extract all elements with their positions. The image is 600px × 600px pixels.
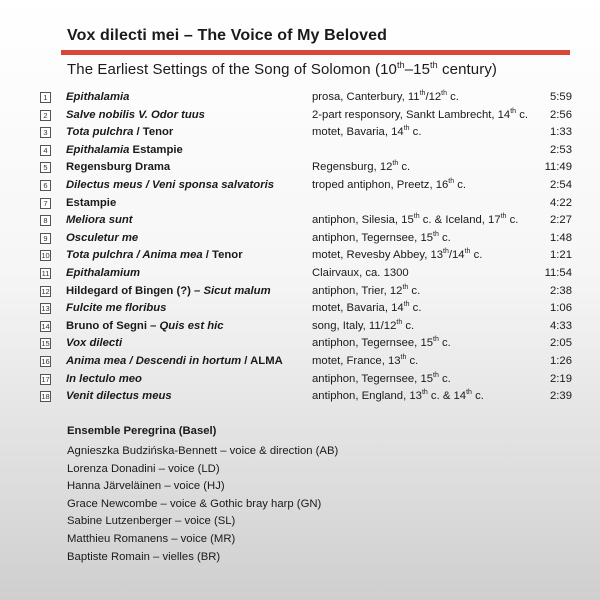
- track-title-part: Tota pulchra: [66, 126, 134, 139]
- track-title-part: / Tenor: [133, 126, 174, 139]
- track-description-sup: th: [403, 301, 410, 309]
- track-description-part: antiphon, Tegernsee, 15: [312, 231, 434, 244]
- track-description-sup: th: [396, 318, 403, 326]
- track-duration: 11:54: [544, 266, 572, 279]
- track-title-part: Estampie: [66, 196, 117, 209]
- track-description-sup: th: [421, 389, 428, 397]
- track-number: 3: [40, 127, 51, 138]
- track-number: 12: [41, 286, 50, 296]
- track-number: 13: [41, 304, 50, 314]
- track-number: 8: [40, 215, 51, 226]
- track-duration: 5:59: [550, 91, 572, 103]
- track-number: 5: [40, 162, 51, 173]
- track-number: 9: [40, 233, 51, 244]
- track-duration: 1:26: [550, 354, 572, 367]
- track-title-part: Bruno of Segni –: [66, 319, 160, 332]
- track-title: [66, 371, 142, 389]
- track-row: [40, 318, 580, 336]
- track-row: [40, 335, 580, 353]
- track-description: [312, 335, 451, 353]
- track-row: [40, 142, 580, 160]
- track-description-part: c.: [438, 231, 451, 244]
- performer-list: [67, 443, 338, 566]
- track-title: [66, 300, 166, 318]
- ensemble-name: Ensemble Peregrina (Basel): [67, 425, 217, 437]
- track-description-part: c.: [516, 108, 528, 121]
- track-title: [66, 353, 283, 371]
- track-description-part: c.: [438, 337, 451, 350]
- track-title-part: Salve nobilis V. Odor tuus: [66, 108, 205, 121]
- track-description-sup: th: [443, 248, 449, 256]
- track-title-part: Quis est hic: [159, 319, 224, 332]
- track-description-sup: th: [433, 371, 439, 379]
- track-duration: 11:49: [544, 161, 572, 174]
- track-description-part: c.: [506, 214, 519, 227]
- track-description: [312, 388, 484, 406]
- track-description-sup: th: [464, 248, 471, 256]
- subtitle-part: –15: [404, 61, 431, 78]
- track-duration: 2:19: [550, 372, 572, 385]
- track-title-part: Anima mea / Descendi in hortum: [66, 354, 242, 367]
- track-title-part: Fulcite me floribus: [66, 302, 167, 315]
- track-row: [40, 247, 580, 265]
- track-title: [66, 335, 122, 353]
- track-description-sup: th: [419, 90, 426, 98]
- track-title-part: Venit dilectus meus: [66, 390, 172, 403]
- track-description-part: /14: [448, 249, 465, 262]
- performer-credit: Grace Newcombe – voice & Gothic bray harp (GN): [67, 497, 322, 510]
- album-title: Vox dilecti mei – The Voice of My Beloved: [67, 27, 388, 44]
- track-description-sup: th: [441, 90, 447, 98]
- track-title-part: In lectulo meo: [66, 372, 142, 385]
- track-title: [66, 265, 140, 283]
- track-row: [40, 265, 580, 283]
- track-description: [312, 353, 418, 371]
- track-description-part: c.: [470, 249, 483, 262]
- track-duration: 2:38: [550, 284, 572, 297]
- track-description-part: c. & Iceland, 17: [419, 214, 501, 227]
- track-title: [66, 388, 172, 406]
- track-duration: 1:21: [550, 249, 572, 262]
- track-duration: 4:33: [550, 319, 572, 332]
- track-description-sup: th: [510, 107, 517, 115]
- track-description-part: Clairvaux, ca. 1300: [312, 266, 409, 279]
- track-description-part: c.: [406, 354, 419, 367]
- track-title: [66, 89, 129, 107]
- track-title-part: Epithalamia: [66, 143, 130, 156]
- track-description-sup: th: [403, 125, 410, 133]
- track-description-part: c.: [402, 319, 415, 332]
- track-title: [66, 107, 205, 125]
- track-title-part: Tota pulchra / Anima mea: [66, 249, 203, 262]
- track-duration: 4:22: [550, 196, 572, 209]
- track-number: 4: [40, 145, 51, 156]
- track-row: [40, 388, 580, 406]
- track-number: 14: [41, 321, 50, 331]
- track-description-sup: th: [400, 354, 407, 362]
- track-description: [312, 300, 421, 318]
- track-description: [312, 247, 482, 265]
- subtitle-part: The Earliest Settings of the Song of Solomon (10: [67, 61, 397, 78]
- track-number: 6: [40, 180, 51, 191]
- track-row: [40, 195, 580, 213]
- track-description-part: c.: [409, 126, 422, 139]
- track-title-part: Epithalamia: [66, 91, 130, 103]
- track-description-part: c.: [398, 161, 411, 174]
- track-description-part: prosa, Canterbury, 11: [312, 91, 420, 103]
- red-divider: [61, 50, 570, 55]
- track-description-part: antiphon, Trier, 12: [312, 284, 403, 297]
- track-row: [40, 124, 580, 142]
- track-description-part: antiphon, Silesia, 15: [312, 214, 414, 227]
- track-description-part: c.: [454, 178, 467, 191]
- track-title-part: / Tenor: [202, 249, 243, 262]
- track-description-part: motet, Revesby Abbey, 13: [312, 249, 444, 262]
- track-row: [40, 300, 580, 318]
- track-row: [40, 353, 580, 371]
- track-row: [40, 159, 580, 177]
- track-duration: 1:33: [550, 126, 572, 139]
- track-title: [66, 195, 116, 213]
- performer-credit: Agnieszka Budzińska-Bennett – voice & direction (AB): [67, 445, 339, 457]
- track-description-sup: th: [500, 213, 507, 221]
- track-number: 10: [41, 251, 50, 261]
- track-title: [66, 283, 271, 301]
- track-title-part: Estampie: [129, 143, 183, 156]
- performer-credit: Hanna Järveläinen – voice (HJ): [67, 480, 225, 493]
- track-number: 2: [40, 110, 51, 121]
- track-description-part: 2-part responsory, Sankt Lambrecht, 14: [312, 108, 511, 121]
- performer-credit: Lorenza Donadini – voice (LD): [67, 462, 220, 475]
- track-description-part: c. & 14: [427, 390, 467, 403]
- track-title-part: Epithalamium: [66, 266, 141, 279]
- track-description-sup: th: [433, 336, 439, 344]
- track-title-part: Hildegard of Bingen (?) –: [66, 284, 204, 297]
- track-description: [312, 212, 518, 230]
- track-title-part: Osculetur me: [66, 231, 139, 244]
- track-description: [312, 371, 451, 389]
- track-description: [312, 124, 421, 142]
- track-title-part: Regensburg Drama: [66, 161, 171, 174]
- track-description-sup: th: [402, 283, 409, 291]
- track-description: [312, 159, 410, 177]
- track-description-part: motet, Bavaria, 14: [312, 302, 404, 315]
- performer-credit: Sabine Lutzenberger – voice (SL): [67, 515, 236, 528]
- track-title: [66, 142, 183, 160]
- track-row: [40, 230, 580, 248]
- track-description: [312, 107, 528, 125]
- track-duration: 1:48: [550, 231, 572, 244]
- track-duration: 2:56: [550, 108, 572, 121]
- track-row: [40, 89, 580, 107]
- track-number: 17: [41, 374, 50, 384]
- track-description-sup: th: [413, 213, 420, 221]
- track-description: [312, 230, 451, 248]
- track-description: [312, 89, 459, 107]
- track-number: 15: [41, 339, 50, 349]
- track-description-part: Regensburg, 12: [312, 161, 393, 174]
- subtitle-sup: th: [430, 60, 438, 70]
- track-description-part: motet, Bavaria, 14: [312, 126, 404, 139]
- track-duration: 1:06: [550, 302, 572, 315]
- subtitle-part: century): [437, 61, 498, 78]
- track-duration: 2:39: [550, 390, 572, 403]
- track-row: [40, 371, 580, 389]
- track-number: 7: [40, 198, 51, 209]
- subtitle-sup: th: [397, 60, 405, 70]
- track-description-part: motet, France, 13: [312, 354, 401, 367]
- performer-credit: Baptiste Romain – vielles (BR): [67, 550, 221, 563]
- track-description-sup: th: [448, 178, 455, 186]
- track-title: [66, 212, 133, 230]
- track-number: 1: [40, 92, 51, 103]
- track-title: [66, 247, 243, 265]
- performer-credit: Matthieu Romanens – voice (MR): [67, 532, 236, 545]
- track-title-part: Dilectus meus / Veni sponsa salvatoris: [66, 178, 275, 191]
- track-description-sup: th: [433, 230, 439, 238]
- track-row: [40, 212, 580, 230]
- track-title: [66, 318, 224, 336]
- track-description-part: antiphon, Tegernsee, 15: [312, 372, 434, 385]
- track-description-part: c.: [438, 372, 451, 385]
- track-description-part: antiphon, England, 13: [312, 390, 422, 403]
- track-title-part: / ALMA: [241, 354, 283, 367]
- track-duration: 2:53: [550, 143, 572, 156]
- track-title: [66, 177, 274, 195]
- track-description-part: antiphon, Tegernsee, 15: [312, 337, 434, 350]
- track-number: 16: [41, 356, 50, 366]
- track-title: [66, 124, 173, 142]
- track-title: [66, 159, 170, 177]
- track-description: [312, 265, 409, 283]
- track-description-part: song, Italy, 11/12: [312, 319, 397, 332]
- track-description-part: /12: [425, 91, 442, 103]
- track-duration: 2:27: [550, 214, 572, 227]
- track-description-part: troped antiphon, Preetz, 16: [312, 178, 449, 191]
- track-row: [40, 177, 580, 195]
- track-description-part: c.: [409, 302, 422, 315]
- track-title: [66, 230, 138, 248]
- track-title-part: Vox dilecti: [66, 337, 123, 350]
- track-row: [40, 107, 580, 125]
- track-description: [312, 283, 420, 301]
- track-description-part: c.: [471, 390, 484, 403]
- track-title-part: Sicut malum: [203, 284, 271, 297]
- track-title-part: Meliora sunt: [66, 214, 133, 227]
- track-description: [312, 318, 414, 336]
- track-list: [40, 89, 580, 406]
- track-duration: 2:54: [550, 178, 572, 191]
- track-description-part: c.: [408, 284, 421, 297]
- track-number: 18: [41, 392, 50, 402]
- track-duration: 2:05: [550, 337, 572, 350]
- track-description: [312, 177, 466, 195]
- track-number: 11: [41, 268, 50, 278]
- track-description-sup: th: [466, 389, 472, 397]
- track-row: [40, 283, 580, 301]
- track-description-part: c.: [447, 91, 459, 103]
- album-subtitle: [67, 61, 497, 78]
- track-description-sup: th: [392, 160, 399, 168]
